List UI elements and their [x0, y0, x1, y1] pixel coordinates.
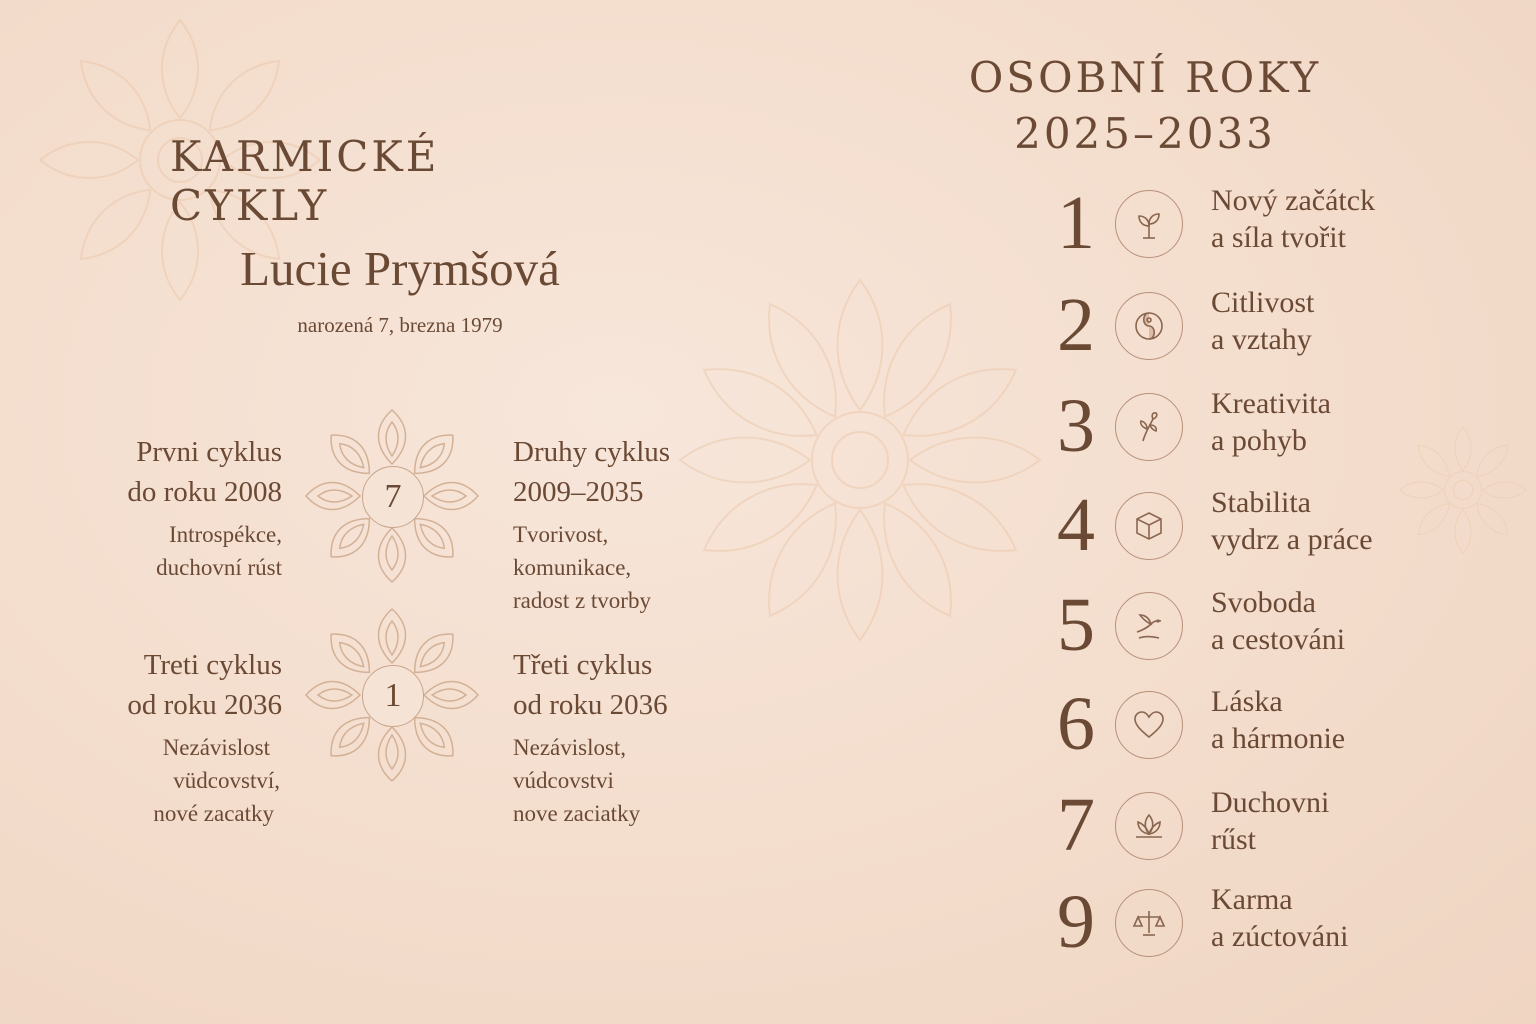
cycle-years: od roku 2036	[513, 689, 668, 721]
year-number: 1	[1057, 181, 1095, 265]
cycle-first	[40, 432, 282, 584]
cycle-description: vüdcovství,	[173, 768, 280, 793]
year-line1: Duchovni	[1211, 786, 1330, 819]
year-row-2	[1045, 280, 1485, 370]
year-line2: a síla tvořit	[1211, 221, 1346, 254]
cycle-description: komunikace,	[513, 555, 632, 580]
birth-date: narozená 7, brezna 1979	[297, 313, 503, 337]
year-text	[1211, 182, 1375, 256]
cycle-description: Tvorivost,	[513, 522, 609, 547]
year-row-1	[1045, 178, 1485, 268]
year-number: 4	[1057, 483, 1095, 567]
year-number: 5	[1057, 583, 1095, 667]
year-line1: Nový začátck	[1211, 184, 1376, 217]
cycle-description: Nezávislost,	[513, 735, 627, 760]
year-line1: Karma	[1211, 883, 1293, 916]
year-text	[1211, 484, 1373, 558]
cycle-heading: Druhy cyklus	[513, 436, 671, 468]
cycle-third-right	[513, 645, 733, 830]
year-line2: a pohyb	[1211, 424, 1307, 457]
year-line2: a hármonie	[1211, 722, 1346, 755]
cycle-description: nove zaciatky	[513, 801, 641, 826]
year-text	[1211, 784, 1329, 858]
year-line2: a zúctováni	[1211, 920, 1349, 953]
year-number: 9	[1057, 880, 1095, 964]
heart-icon	[1115, 691, 1183, 759]
personal-years-range: 2025–2033	[1014, 109, 1276, 158]
cycle-years: do roku 2008	[127, 476, 282, 508]
year-number: 3	[1057, 384, 1095, 468]
cycle-third-left	[40, 645, 282, 830]
year-line1: Láska	[1211, 685, 1283, 718]
year-line2: a vztahy	[1211, 323, 1312, 356]
year-row-7	[1045, 780, 1485, 870]
karmic-cycles-title: KARMICKÉ CYKLY	[170, 132, 440, 230]
cycle-description: Introspékce,	[168, 522, 282, 547]
cycle-description: Nezávislost	[162, 735, 270, 760]
year-text	[1211, 881, 1348, 955]
scales-icon	[1115, 889, 1183, 957]
year-row-3	[1045, 381, 1485, 471]
year-line1: Stabilita	[1211, 486, 1311, 519]
mandala-number-bottom: 1	[362, 665, 424, 727]
year-text	[1211, 683, 1345, 757]
year-text	[1211, 385, 1331, 459]
year-text	[1211, 584, 1345, 658]
year-row-9	[1045, 877, 1485, 967]
cycle-description: nové zacatky	[153, 801, 274, 826]
year-number: 6	[1057, 682, 1095, 766]
cycle-heading: Prvni cyklus	[136, 436, 282, 468]
year-line1: Svoboda	[1211, 586, 1316, 619]
lotus-icon	[1115, 792, 1183, 860]
cycle-heading: Treti cyklus	[143, 649, 282, 681]
year-line1: Citlivost	[1211, 286, 1315, 319]
cycle-years: od roku 2036	[127, 689, 282, 721]
year-line1: Kreativita	[1211, 387, 1331, 420]
flower-branch-icon	[1115, 393, 1183, 461]
bird-icon	[1115, 592, 1183, 660]
personal-years-heading: OSOBNÍ ROKY	[968, 53, 1322, 102]
year-text	[1211, 284, 1314, 358]
year-row-4	[1045, 480, 1485, 570]
cycle-second	[513, 432, 733, 617]
personal-years-title	[960, 50, 1330, 162]
year-line2: a cestováni	[1211, 623, 1346, 656]
year-number: 2	[1057, 283, 1095, 367]
cube-icon	[1115, 492, 1183, 560]
year-row-6	[1045, 679, 1485, 769]
cycle-description: vúdcovstvi	[513, 768, 614, 793]
yin-yang-icon	[1115, 292, 1183, 360]
cycle-description: duchovní rúst	[156, 555, 282, 580]
year-row-5	[1045, 580, 1485, 670]
cycle-years: 2009–2035	[513, 476, 644, 508]
cycle-description: radost z tvorby	[513, 588, 651, 613]
cycle-heading: Třeti cyklus	[513, 649, 653, 681]
year-line2: rűst	[1211, 823, 1256, 856]
year-line2: vydrz a práce	[1211, 523, 1373, 556]
sprout-icon	[1115, 190, 1183, 258]
mandala-number-top: 7	[362, 466, 424, 528]
year-number: 7	[1057, 783, 1095, 867]
person-name: Lucie Prymšová	[240, 241, 560, 296]
